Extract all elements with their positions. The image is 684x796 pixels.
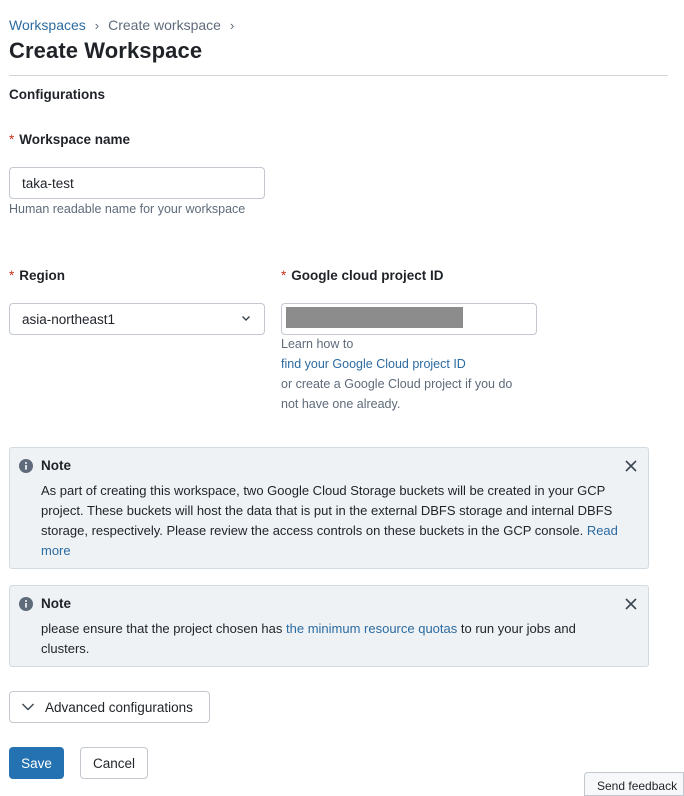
required-marker: * bbox=[9, 268, 15, 283]
note-title: Note bbox=[41, 458, 71, 473]
page-title: Create Workspace bbox=[9, 38, 203, 63]
workspace-name-input[interactable] bbox=[9, 167, 265, 199]
read-more-link[interactable]: Read more bbox=[41, 523, 618, 558]
note-title: Note bbox=[41, 596, 71, 611]
advanced-configurations-toggle[interactable] bbox=[9, 691, 210, 723]
chevron-down-icon bbox=[240, 312, 252, 327]
note-storage-buckets bbox=[9, 447, 649, 569]
redacted-value bbox=[286, 307, 463, 328]
region-select-value: asia-northeast1 bbox=[22, 311, 116, 327]
region-label-text: Region bbox=[19, 268, 66, 283]
close-icon[interactable] bbox=[623, 596, 639, 612]
header-divider bbox=[9, 75, 668, 76]
gcp-help-line3: not have one already. bbox=[281, 397, 401, 411]
save-button[interactable]: Save bbox=[9, 747, 64, 779]
gcp-help-prefix: Learn how to bbox=[281, 337, 354, 351]
note-body-after: to run your jobs and clusters. bbox=[41, 621, 576, 656]
gcp-project-id-label-text: Google cloud project ID bbox=[291, 268, 444, 283]
note-body-text: As part of creating this workspace, two Google Cloud Storage buckets will be created in your GCP project. These buckets will host the data that is put in the external DBFS storage and internal DBFS storage, respectively. Please review the access controls on these buckets in the GCP console. bbox=[41, 483, 613, 538]
find-project-id-link[interactable]: find your Google Cloud project ID bbox=[281, 357, 466, 371]
breadcrumb-separator: › bbox=[94, 17, 100, 33]
cancel-button[interactable]: Cancel bbox=[80, 747, 148, 779]
info-icon bbox=[19, 459, 33, 473]
breadcrumb-create-workspace[interactable]: Create workspace bbox=[108, 17, 221, 33]
advanced-configurations-label: Advanced configurations bbox=[45, 699, 193, 715]
note-body bbox=[41, 619, 626, 659]
feedback-button[interactable]: Send feedback bbox=[584, 772, 684, 796]
minimum-resource-quotas-link[interactable]: the minimum resource quotas bbox=[286, 621, 458, 636]
note-body bbox=[41, 481, 626, 561]
configurations-heading: Configurations bbox=[9, 87, 105, 102]
workspace-name-label-text: Workspace name bbox=[19, 132, 131, 147]
note-resource-quotas bbox=[9, 585, 649, 667]
breadcrumb-separator: › bbox=[229, 17, 235, 33]
required-marker: * bbox=[9, 132, 15, 147]
workspace-name-helper: Human readable name for your workspace bbox=[9, 202, 246, 216]
gcp-project-id-label bbox=[281, 268, 444, 283]
info-icon bbox=[19, 597, 33, 611]
breadcrumb bbox=[9, 17, 243, 33]
region-select[interactable] bbox=[9, 303, 265, 335]
close-icon[interactable] bbox=[623, 458, 639, 474]
note-body-before: please ensure that the project chosen has bbox=[41, 621, 283, 636]
gcp-project-help bbox=[281, 334, 512, 414]
gcp-help-line2: or create a Google Cloud project if you do bbox=[281, 377, 513, 391]
required-marker: * bbox=[281, 268, 287, 283]
breadcrumb-workspaces-link[interactable]: Workspaces bbox=[9, 17, 86, 33]
chevron-down-icon bbox=[21, 700, 35, 714]
workspace-name-label bbox=[9, 132, 130, 147]
region-label bbox=[9, 268, 65, 283]
